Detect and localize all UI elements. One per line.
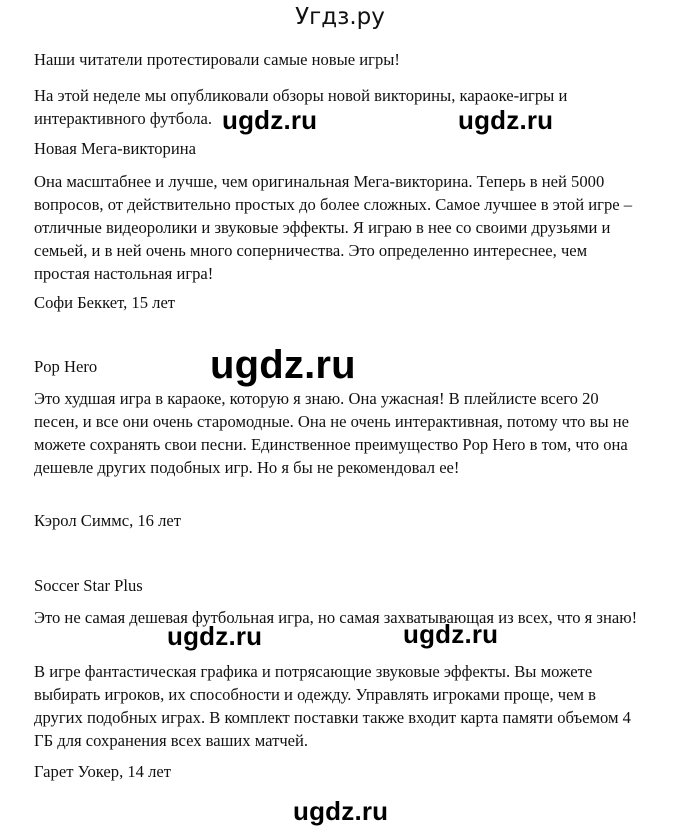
review-author-mega-quiz: Софи Беккет, 15 лет bbox=[34, 293, 176, 312]
article-summary: На этой неделе мы опубликовали обзоры новой викторины, караоке-игры и интерактивного футбола. bbox=[34, 86, 568, 128]
watermark-logo: ugdz.ru bbox=[403, 619, 499, 649]
review-text-pop-hero: Это худшая игра в караоке, которую я знаю. Она ужасная! В плейлисте всего 20 песен, и все они очень старомодные. Она не очень интерактивная, потому что вы не можете сохранять свои песни. Единственное преимущество Pop Hero в том, что она дешевле других подобных игр. Но я бы не рекомендовал ее! bbox=[34, 389, 630, 477]
watermark-logo: ugdz.ru bbox=[210, 343, 356, 387]
watermark-logo: ugdz.ru bbox=[293, 796, 389, 826]
review-author-soccer-star: Гарет Уокер, 14 лет bbox=[34, 762, 172, 781]
review-text-soccer-star-1: Это не самая дешевая футбольная игра, но самая захватывающая из всех, что я знаю! bbox=[34, 608, 638, 627]
review-title-mega-quiz: Новая Мега-викторина bbox=[34, 139, 196, 158]
watermark-logo: ugdz.ru bbox=[458, 105, 554, 135]
review-text-mega-quiz: Она масштабнее и лучше, чем оригинальная Мега-викторина. Теперь в ней 5000 вопросов, от действительно простых до более сложных. Самое лучшее в этой игре – отличные видеоролики и звуковые эффекты. Я играю в нее со своими друзьями и семьей, и в ней очень много соперничества. Это определенно интереснее, чем простая настольная игра! bbox=[34, 172, 633, 283]
article-intro: Наши читатели протестировали самые новые игры! bbox=[34, 50, 400, 69]
watermark-logo: ugdz.ru bbox=[222, 105, 318, 135]
review-title-soccer-star: Soccer Star Plus bbox=[34, 576, 143, 595]
watermark-logo: ugdz.ru bbox=[167, 621, 263, 651]
review-author-pop-hero: Кэрол Симмс, 16 лет bbox=[34, 511, 182, 530]
review-title-pop-hero: Pop Hero bbox=[34, 357, 98, 376]
site-title: Угдз.ру bbox=[295, 4, 385, 30]
review-text-soccer-star-2: В игре фантастическая графика и потрясающие звуковые эффекты. Вы можете выбирать игроков, их способности и одежду. Управлять игроками проще, чем в других подобных играх. В комплект поставки также входит карта памяти объемом 4 ГБ для сохранения всех ваших матчей. bbox=[34, 662, 631, 750]
